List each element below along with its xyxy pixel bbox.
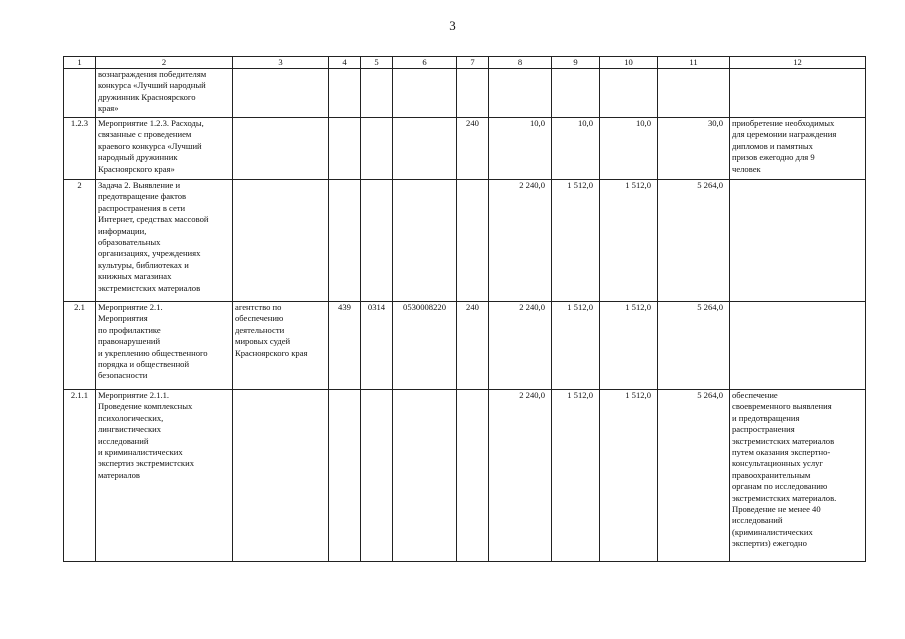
row-amount-9: 1 512,0 <box>552 302 600 390</box>
row-amount-10: 10,0 <box>600 118 658 180</box>
program-table <box>63 56 866 562</box>
column-header: 9 <box>552 57 600 69</box>
row-code-7: 240 <box>457 118 489 180</box>
row-code-5 <box>361 69 393 118</box>
row-name: Мероприятие 2.1. Мероприятия по профилактике правонарушений и укреплению общественного порядка и общественной безопасности <box>96 302 233 390</box>
row-amount-11: 5 264,0 <box>658 180 730 302</box>
row-amount-10 <box>600 69 658 118</box>
row-number <box>64 69 96 118</box>
column-header: 2 <box>96 57 233 69</box>
row-amount-8: 2 240,0 <box>489 302 552 390</box>
row-agency <box>233 69 329 118</box>
column-header: 12 <box>730 57 866 69</box>
row-amount-11: 5 264,0 <box>658 302 730 390</box>
column-header: 7 <box>457 57 489 69</box>
row-amount-10: 1 512,0 <box>600 390 658 562</box>
row-name: вознаграждения победителям конкурса «Лучший народный дружинник Красноярского края» <box>96 69 233 118</box>
row-code-6 <box>393 118 457 180</box>
column-header: 6 <box>393 57 457 69</box>
row-name: Задача 2. Выявление и предотвращение фактов распространения в сети Интернет, средствах массовой информации, образовательных организациях, учреждениях культуры, библиотеках и книжных магазинах экстремистских материалов <box>96 180 233 302</box>
row-number: 1.2.3 <box>64 118 96 180</box>
row-result: обеспечение своевременного выявления и предотвращения распространения экстремистских материалов путем оказания экспертно- консультационных услуг правоохранительным органам по исследованию экстремистских материалов. Проведение не менее 40 исследований (криминалистических экспертиз) ежегодно <box>730 390 866 562</box>
table-row <box>64 118 866 180</box>
row-agency <box>233 390 329 562</box>
header-row <box>64 57 866 69</box>
row-result <box>730 302 866 390</box>
page-number: 3 <box>449 18 456 33</box>
row-agency <box>233 118 329 180</box>
row-result <box>730 69 866 118</box>
row-amount-10: 1 512,0 <box>600 180 658 302</box>
row-code-5 <box>361 390 393 562</box>
row-agency: агентство по обеспечению деятельности мировых судей Красноярского края <box>233 302 329 390</box>
row-amount-11: 5 264,0 <box>658 390 730 562</box>
row-amount-11: 30,0 <box>658 118 730 180</box>
row-code-4 <box>329 390 361 562</box>
row-code-6 <box>393 180 457 302</box>
column-header: 1 <box>64 57 96 69</box>
column-header: 5 <box>361 57 393 69</box>
row-amount-9: 1 512,0 <box>552 390 600 562</box>
column-header: 8 <box>489 57 552 69</box>
row-code-5: 0314 <box>361 302 393 390</box>
row-number: 2.1 <box>64 302 96 390</box>
row-amount-8: 2 240,0 <box>489 390 552 562</box>
row-code-5 <box>361 180 393 302</box>
table-row <box>64 390 866 562</box>
column-header: 3 <box>233 57 329 69</box>
row-name: Мероприятие 1.2.3. Расходы, связанные с проведением краевого конкурса «Лучший народный дружинник Красноярского края» <box>96 118 233 180</box>
row-code-7: 240 <box>457 302 489 390</box>
row-amount-8: 2 240,0 <box>489 180 552 302</box>
row-code-4 <box>329 118 361 180</box>
row-code-7 <box>457 180 489 302</box>
row-code-6: 0530008220 <box>393 302 457 390</box>
table-row <box>64 302 866 390</box>
row-amount-9: 1 512,0 <box>552 180 600 302</box>
row-result <box>730 180 866 302</box>
row-code-4: 439 <box>329 302 361 390</box>
row-amount-9 <box>552 69 600 118</box>
row-amount-8 <box>489 69 552 118</box>
row-result: приобретение необходимых для церемонии награждения дипломов и памятных призов ежегодно для 9 человек <box>730 118 866 180</box>
row-code-7 <box>457 390 489 562</box>
row-agency <box>233 180 329 302</box>
row-name: Мероприятие 2.1.1. Проведение комплексных психологических, лингвистических исследований и криминалистических экспертиз экстремистских материалов <box>96 390 233 562</box>
column-header: 10 <box>600 57 658 69</box>
row-code-5 <box>361 118 393 180</box>
column-header: 11 <box>658 57 730 69</box>
row-code-4 <box>329 180 361 302</box>
row-amount-10: 1 512,0 <box>600 302 658 390</box>
row-code-6 <box>393 69 457 118</box>
row-code-6 <box>393 390 457 562</box>
row-code-7 <box>457 69 489 118</box>
row-amount-9: 10,0 <box>552 118 600 180</box>
table-row <box>64 69 866 118</box>
table-row <box>64 180 866 302</box>
row-number: 2 <box>64 180 96 302</box>
row-amount-11 <box>658 69 730 118</box>
row-number: 2.1.1 <box>64 390 96 562</box>
column-header: 4 <box>329 57 361 69</box>
row-amount-8: 10,0 <box>489 118 552 180</box>
row-code-4 <box>329 69 361 118</box>
